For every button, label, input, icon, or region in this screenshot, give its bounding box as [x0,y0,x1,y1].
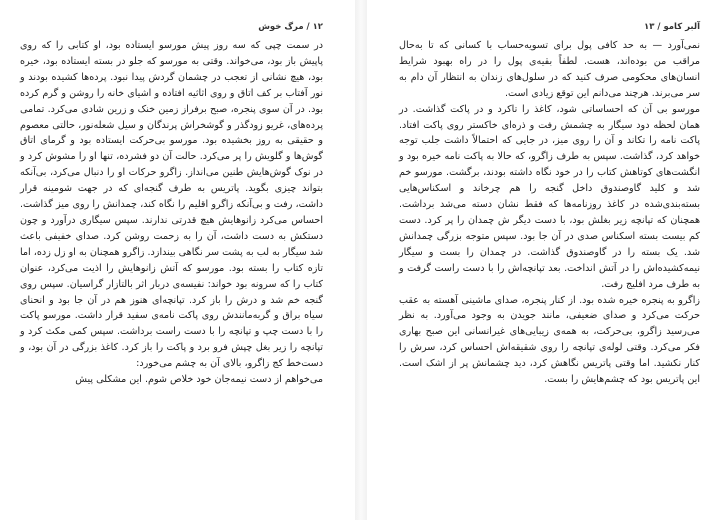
right-page [367,0,722,520]
right-page-header [399,20,700,34]
left-page-paragraph: می‌خواهم از دست نیمه‌جان خود خلاص شوم. این مشکلی پیش [75,374,323,386]
left-page-folio: ۱۲ / مرگ خوش [258,22,323,32]
right-page-folio: آلبر کامو / ۱۳ [644,22,700,32]
left-page-body [20,38,323,388]
book-gutter [355,0,367,520]
right-page-body [399,38,700,388]
left-page-paragraph: در سمت چپی که سه روز پیش مورسو ایستاده بود، او کتابی را که روی پاپیش باز بود، می‌خواند. وقتی به مورسو که جلو در بسته ایستاده بود، خیره بود، هیچ نشانی از تعجب در چشمان گردش پیدا نبود. پرده‌ها کشیده بودند و نور آفتاب بر کف اتاق و روی اثاثیه افتاده و اشیای خانه را روشن و گرم کرده بود. در آن سوی پنجره، صبح برفراز زمین خنک و زرین شادی می‌کرد. تمامی پرده‌های، غریو زودگذر و گوشخراش پرندگان و سیل شعله‌نور، حالتی معصوم و حقیقی به روز بخشیده بود. مورسو بی‌حرکت ایستاده بود و گرمای اتاق گوش‌ها و گلویش را پر می‌کرد. حالت آن دو فشرده، تنها او را مشوش کرد و در نوک گوش‌هایش طنین می‌انداز. زاگرو حرکات او را دنبال می‌کرد، بی‌آنکه بتواند چیزی بگوید. پاتریس به طرف گنجه‌ای که در جهت شومینه قرار داشت، رفت و بی‌آنکه زاگرو اقلیم را نگاه کند، چمدانش را روی میز گذاشت. احساس می‌کرد زانوهایش هیچ قدرتی ندارند. سپس سیگاری درآورد و چون دستکش به دست داشت، آن را به زحمت روشن کرد. صدای خفیفی باعث شد سیگار به لب به پشت سر نگاهی بیندازد. زاگرو همچنان به او زل زده، اما تازه کتاب را بسته بود. مورسو که آتش زانوهایش را اذیت می‌کرد، عنوان کتاب را که سرونه بود خواند: نفیسه‌ی دربار اثر بالتازار گراسیان. سپس روی گنجه خم شد و درش را باز کرد. تپانچه‌ای هنوز هم در آن جا بود و انحنای سیاه براق و گربه‌مانندش روی پاکت نامه‌ی سفید قرار داشت. مورسو پاکت را با دست چپ و تپانچه را با دست راست برداشت. سپس کمی مکث کرد و تپانچه را زیر بغل چپش فرو برد و پاکت را باز کرد. کاغذ بزرگی در آن بود، و دست‌خط کج زاگرو، بالای آن به چشم می‌خورد: [20,40,323,370]
left-page-header [20,20,323,34]
right-page-paragraph: مورسو بی آن که احساساتی شود، کاغذ را تاکرد و در پاکت گذاشت. در همان لحظه دود سیگار به چشمش رفت و ذره‌ای خاکستر روی پاکت افتاد. پاکت نامه را تکاند و آن را روی میز، در جایی که احتمالاً داشت جلب توجه خواهد کرد، گذاشت. سپس به طرف زاگرو، که حالا به پاکت نامه خیره بود و انگشت‌های کوتاهش کتاب را در خود نگاه داشته بودند، برگشت. مورسو خم شد و کلید گاوصندوق داخل گنجه را هم چرخاند و اسکناس‌هایی بسته‌بندی‌شده در کاغذ روزنامه‌ها که فقط نشان دسته می‌شد برداشت. همچنان که تپانچه زیر بغلش بود، با دست دیگر ش چمدان را پر کرد. دست کم بیست بسته اسکناس صدی در آن جا بود. سپس متوجه بزرگی چمدانش شد. یک بسته را در گاوصندوق گذاشت. در چمدان را بست و سیگار نیمه‌کشیده‌اش را در آتش انداخت. بعد تپانچه‌اش را با دست راست گرفت و به طرف مرد افلیج رفت. [399,103,700,290]
right-page-paragraph: نمی‌آورد — به حد کافی پول برای تسویه‌حساب با کسانی که تا به‌حال مراقب من بوده‌اند، هست. لطفاً بقیه‌ی پول را در راه بهبود شرایط انسان‌های محکومی صرف کنید که در سلول‌های زندان به انتظار آن دام به سر می‌برند. هرچند می‌دانم این توقع زیادی است. [399,40,700,99]
right-page-paragraph: زاگرو به پنجره خیره شده بود. از کنار پنجره، صدای ماشینی آهسته به عقب حرکت می‌کرد و صدای ضعیفی، مانند جویدن به وجود می‌آورد. به نظر می‌رسید زاگرو، بی‌حرکت، به همه‌ی زیبایی‌های غیرانسانی این صبح بهاری فکر می‌کرد. وقتی لوله‌ی تپانچه را روی شقیقه‌اش احساس کرد، سرش را کنار نکشید. اما وقتی پاتریس نگاهش کرد، دید چشمانش پر از اشک است. این پاتریس بود که چشم‌هایش را بست. [399,294,700,386]
left-page [0,0,355,520]
